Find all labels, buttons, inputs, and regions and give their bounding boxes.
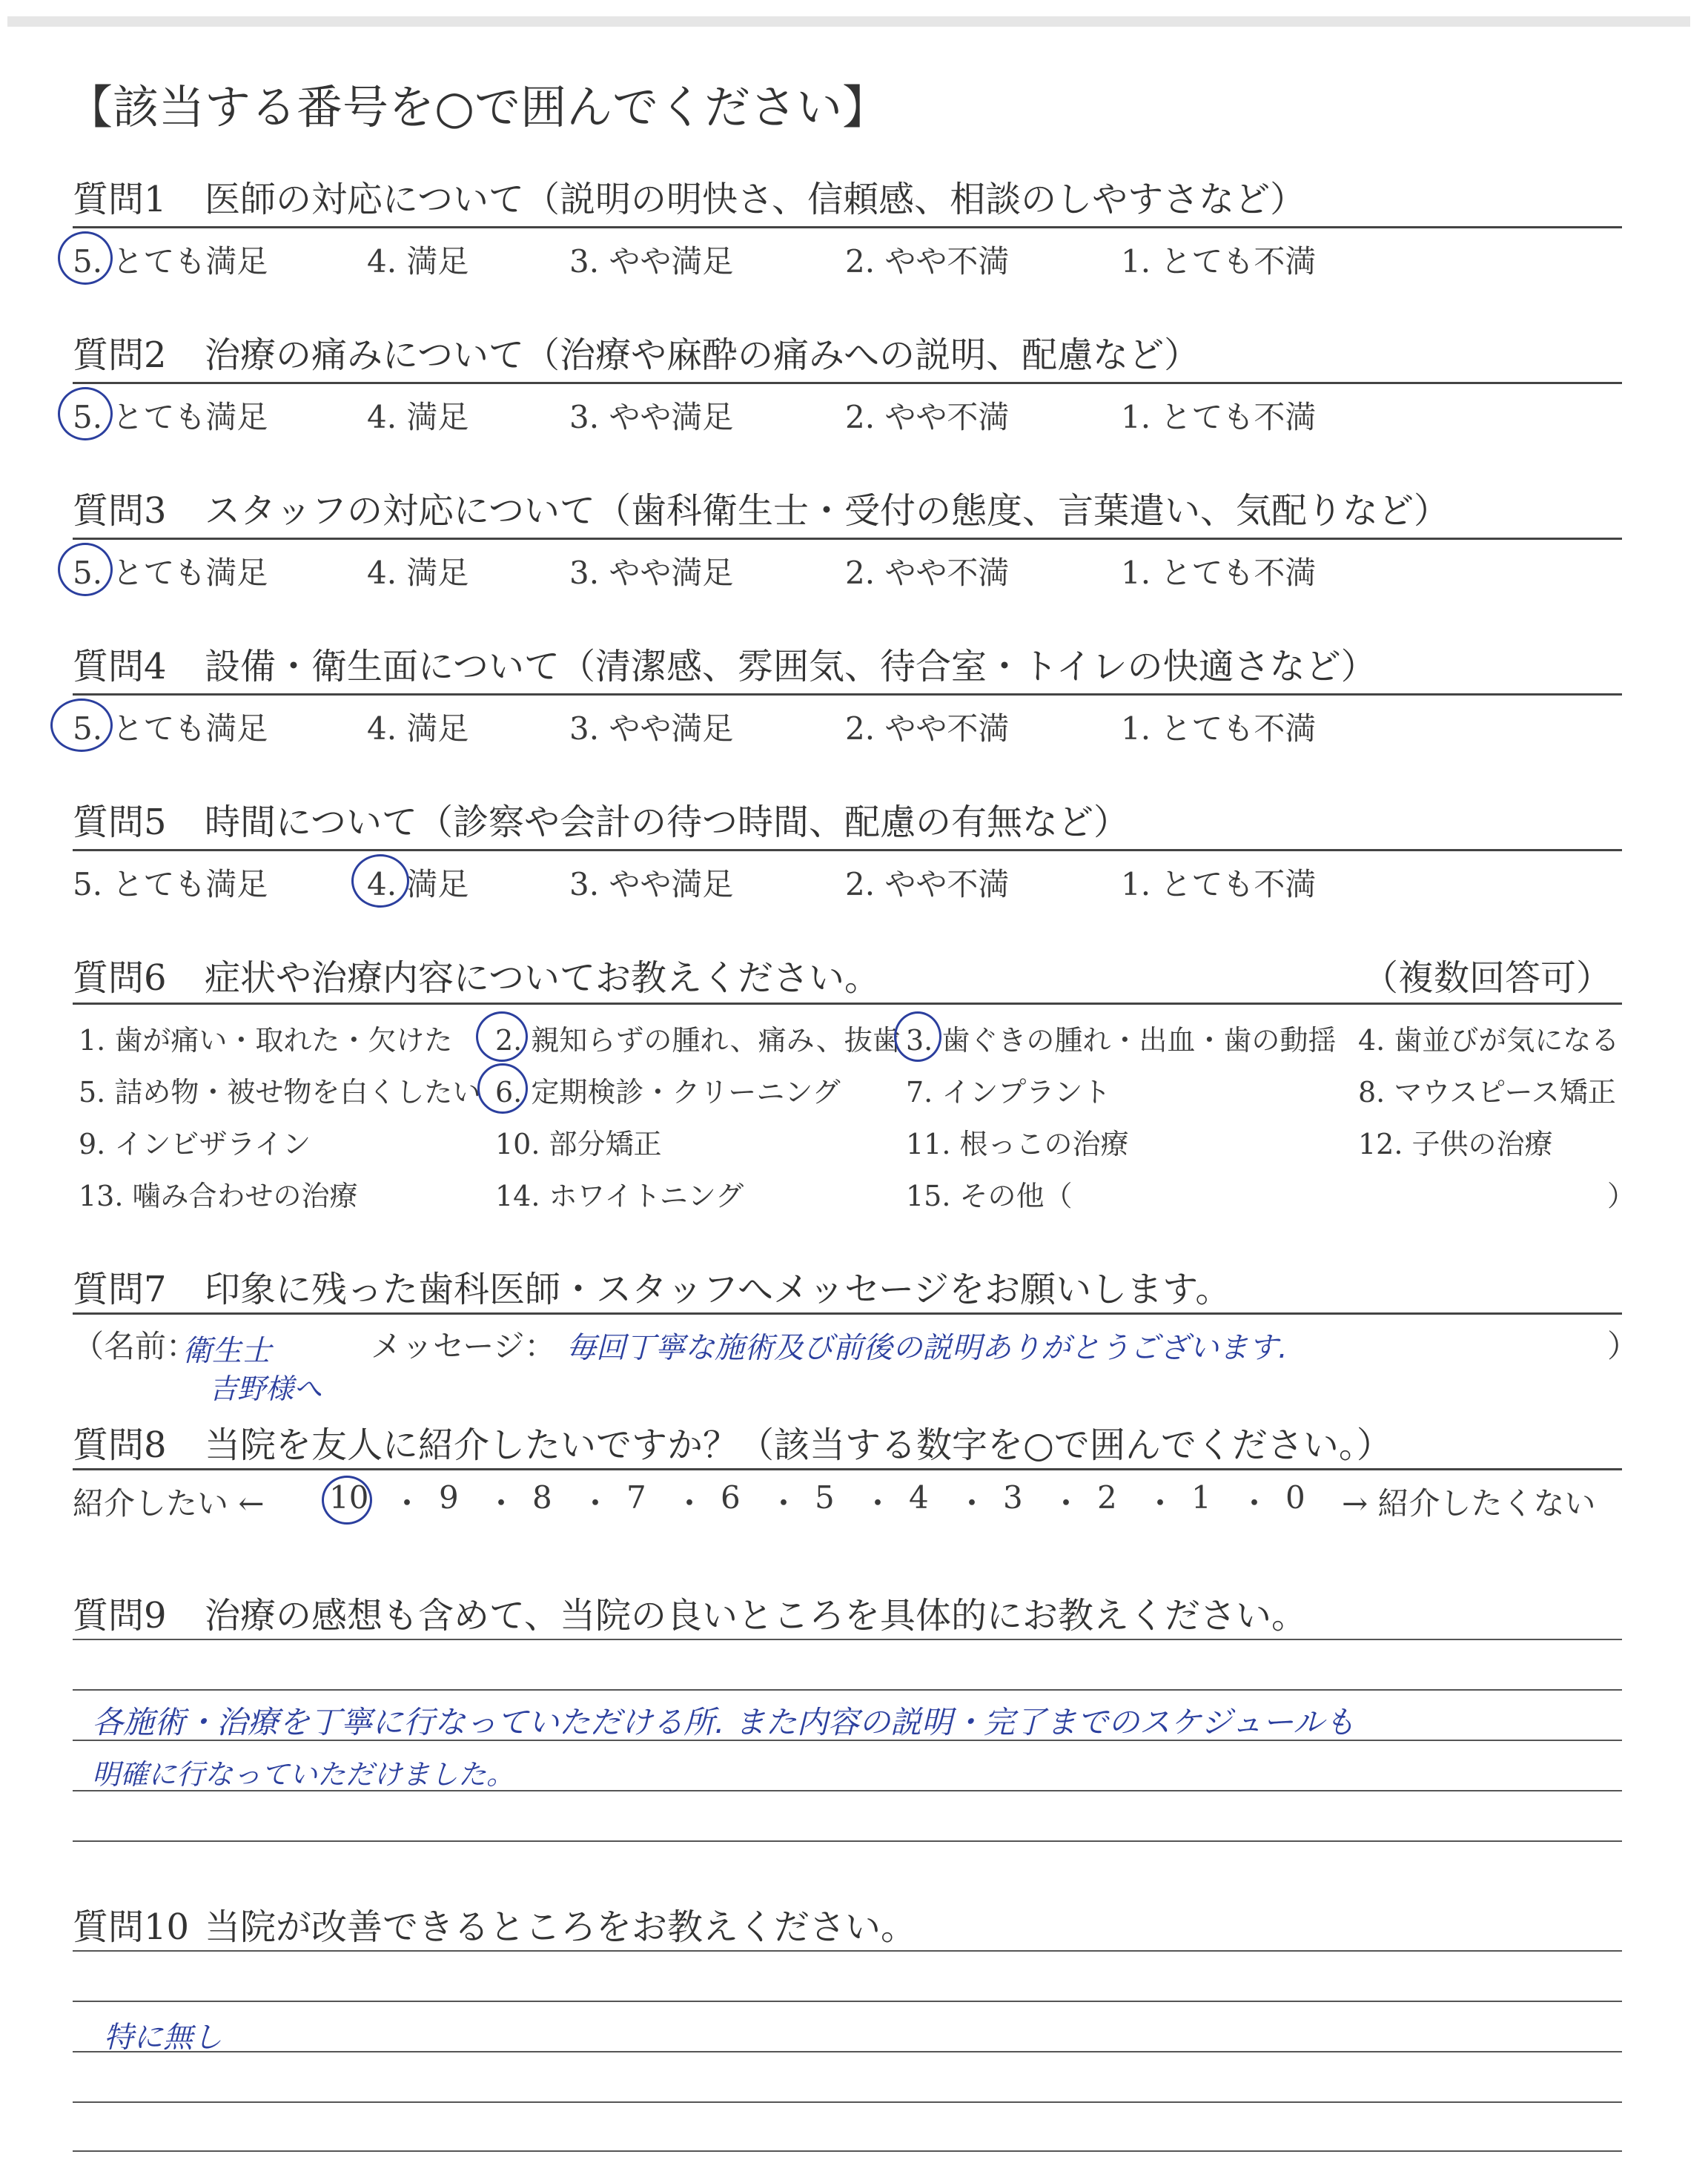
- q5-selection-circle: [351, 854, 409, 908]
- question-8: [73, 1416, 1392, 1467]
- question-3-text: スタッフの対応について（歯科衛生士・受付の態度、言葉遣い、気配りなど）: [205, 490, 1450, 532]
- question-6-note: （複数回答可）: [1363, 957, 1612, 999]
- q6-selection-circle-3: [894, 1011, 941, 1062]
- q6-option-9[interactable]: 9. インビザライン: [79, 1128, 311, 1160]
- q2-option-5[interactable]: 5. とても満足: [73, 399, 268, 435]
- q7-name-label: （名前：: [73, 1328, 198, 1364]
- question-6-text: 症状や治療内容についてお教えください。: [205, 957, 881, 999]
- question-5: [73, 793, 1129, 845]
- question-6-rule: [73, 1003, 1622, 1005]
- q10-handwriting-line-1[interactable]: 特に無し: [104, 2021, 222, 2055]
- q3-option-3[interactable]: 3. やや満足: [569, 555, 734, 591]
- q8-scale-0[interactable]: 0: [1285, 1479, 1305, 1516]
- q6-option-2[interactable]: 2. 親知らずの腫れ、痛み、抜歯: [495, 1024, 901, 1057]
- q7-name-handwriting-2[interactable]: 吉野様へ: [209, 1373, 322, 1405]
- q4-option-4[interactable]: 4. 満足: [367, 710, 469, 747]
- page-top-edge: [7, 16, 1690, 27]
- question-1-number: 質問1: [73, 179, 167, 220]
- q6-option-5[interactable]: 5. 詰め物・被せ物を白くしたい: [79, 1076, 481, 1109]
- q6-option-8[interactable]: 8. マウスピース矯正: [1358, 1076, 1616, 1109]
- question-9: [73, 1587, 1307, 1638]
- question-4-rule: [73, 693, 1622, 696]
- q8-sep: ・: [956, 1485, 988, 1522]
- q4-option-5[interactable]: 5. とても満足: [73, 710, 268, 747]
- question-9-text: 治療の感想も含めて、当院の良いところを具体的にお教えください。: [205, 1595, 1308, 1636]
- q8-scale-9[interactable]: 9: [439, 1479, 459, 1516]
- question-8-number: 質問8: [73, 1424, 167, 1466]
- q4-option-3[interactable]: 3. やや満足: [569, 710, 734, 747]
- question-5-number: 質問5: [73, 802, 167, 843]
- q2-option-4[interactable]: 4. 満足: [367, 399, 469, 435]
- question-2: [73, 326, 1199, 377]
- q8-sep: ・: [862, 1485, 894, 1522]
- q2-selection-circle: [58, 387, 113, 440]
- q8-right-label: → 紹介したくない: [1342, 1485, 1596, 1522]
- q10-line-2: [73, 2001, 1622, 2002]
- q8-sep: ・: [391, 1485, 423, 1522]
- q3-option-2[interactable]: 2. やや不満: [845, 555, 1010, 591]
- q6-option-6[interactable]: 6. 定期検診・クリーニング: [495, 1076, 841, 1109]
- q1-selection-circle: [58, 231, 113, 285]
- question-2-rule: [73, 382, 1622, 384]
- question-2-text: 治療の痛みについて（治療や麻酔の痛みへの説明、配慮など）: [205, 334, 1200, 376]
- q8-scale-6[interactable]: 6: [721, 1479, 741, 1516]
- q6-option-13[interactable]: 13. 噛み合わせの治療: [79, 1180, 358, 1212]
- question-10: [73, 1898, 916, 1949]
- q8-scale-4[interactable]: 4: [909, 1479, 929, 1516]
- question-10-number: 質問10: [73, 1906, 190, 1948]
- q5-option-5[interactable]: 5. とても満足: [73, 866, 268, 902]
- q3-option-4[interactable]: 4. 満足: [367, 555, 469, 591]
- q8-scale-7[interactable]: 7: [626, 1479, 646, 1516]
- q3-selection-circle: [58, 543, 113, 596]
- q8-scale-1[interactable]: 1: [1191, 1479, 1211, 1516]
- question-7-rule: [73, 1312, 1622, 1315]
- question-7-number: 質問7: [73, 1269, 167, 1310]
- q9-handwriting-line-1[interactable]: 各施術・治療を丁寧に行なっていただける所. また内容の説明・完了までのスケジュールも: [92, 1704, 1356, 1740]
- q9-line-2: [73, 1689, 1622, 1691]
- q5-option-3[interactable]: 3. やや満足: [569, 866, 734, 902]
- q1-option-1[interactable]: 1. とても不満: [1121, 243, 1317, 280]
- q5-option-4[interactable]: 4. 満足: [367, 866, 469, 902]
- q8-left-label: 紹介したい ←: [73, 1485, 265, 1522]
- q6-selection-circle-6: [477, 1063, 528, 1114]
- question-10-text: 当院が改善できるところをお教えください。: [205, 1906, 917, 1948]
- q8-scale-2[interactable]: 2: [1097, 1479, 1117, 1516]
- q6-option-1[interactable]: 1. 歯が痛い・取れた・欠けた: [79, 1024, 453, 1057]
- q6-option-3[interactable]: 3. 歯ぐきの腫れ・出血・歯の動揺: [906, 1024, 1337, 1057]
- q7-close-paren: ）: [1607, 1328, 1639, 1364]
- q9-handwriting-line-2[interactable]: 明確に行なっていただけました。: [92, 1758, 515, 1791]
- question-9-number: 質問9: [73, 1595, 167, 1636]
- q3-option-1[interactable]: 1. とても不満: [1121, 555, 1317, 591]
- question-4-number: 質問4: [73, 646, 167, 687]
- q10-line-4: [73, 2101, 1622, 2103]
- question-7-text: 印象に残った歯科医師・スタッフへメッセージをお願いします。: [205, 1269, 1231, 1310]
- q2-option-3[interactable]: 3. やや満足: [569, 399, 734, 435]
- q6-option-10[interactable]: 10. 部分矯正: [495, 1128, 662, 1160]
- question-4: [73, 638, 1377, 689]
- question-6: [73, 949, 880, 1000]
- q8-selection-circle: [322, 1476, 372, 1525]
- question-8-rule: [73, 1468, 1622, 1470]
- q8-sep: ・: [486, 1485, 517, 1522]
- q1-option-3[interactable]: 3. やや満足: [569, 243, 734, 280]
- question-1: [73, 171, 1305, 222]
- q7-message-handwriting[interactable]: 毎回丁寧な施術及び前後の説明ありがとうございます.: [566, 1331, 1288, 1365]
- q2-option-2[interactable]: 2. やや不満: [845, 399, 1010, 435]
- q7-name-handwriting-1[interactable]: 衛生士: [182, 1334, 271, 1368]
- q6-option-4[interactable]: 4. 歯並びが気になる: [1358, 1024, 1620, 1057]
- q1-option-4[interactable]: 4. 満足: [367, 243, 469, 280]
- q3-option-5[interactable]: 5. とても満足: [73, 555, 268, 591]
- page-title: 【該当する番号を○で囲んでください】: [67, 80, 889, 134]
- question-3: [73, 482, 1449, 533]
- q4-option-2[interactable]: 2. やや不満: [845, 710, 1010, 747]
- q8-sep: ・: [674, 1485, 706, 1522]
- q8-scale-5[interactable]: 5: [815, 1479, 835, 1516]
- q8-sep: ・: [580, 1485, 612, 1522]
- q10-line-1: [73, 1950, 1622, 1952]
- question-3-number: 質問3: [73, 490, 167, 532]
- q5-option-1[interactable]: 1. とても不満: [1121, 866, 1317, 902]
- q6-option-15[interactable]: 15. その他（: [906, 1180, 1073, 1212]
- q1-option-2[interactable]: 2. やや不満: [845, 243, 1010, 280]
- question-3-rule: [73, 538, 1622, 540]
- q9-line-5: [73, 1840, 1622, 1842]
- q6-selection-circle-2: [476, 1011, 528, 1062]
- q8-scale-8[interactable]: 8: [532, 1479, 552, 1516]
- q8-sep: ・: [1239, 1485, 1271, 1522]
- q6-option-11[interactable]: 11. 根っこの治療: [906, 1128, 1129, 1160]
- q8-sep: ・: [1050, 1485, 1082, 1522]
- q8-sep: ・: [1145, 1485, 1176, 1522]
- q8-scale-10[interactable]: 10: [329, 1479, 369, 1516]
- q8-scale-3[interactable]: 3: [1003, 1479, 1023, 1516]
- q9-line-1: [73, 1639, 1622, 1640]
- q1-option-5[interactable]: 5. とても満足: [73, 243, 268, 280]
- q6-option-7[interactable]: 7. インプラント: [906, 1076, 1111, 1109]
- question-1-text: 医師の対応について（説明の明快さ、信頼感、相談のしやすさなど）: [205, 179, 1306, 220]
- q8-sep: ・: [768, 1485, 800, 1522]
- question-1-rule: [73, 226, 1622, 228]
- q5-option-2[interactable]: 2. やや不満: [845, 866, 1010, 902]
- q6-option-14[interactable]: 14. ホワイトニング: [495, 1180, 744, 1212]
- q10-line-3: [73, 2051, 1622, 2052]
- question-5-text: 時間について（診察や会計の待つ時間、配慮の有無など）: [205, 802, 1130, 843]
- q6-option-12[interactable]: 12. 子供の治療: [1358, 1128, 1553, 1160]
- q7-message-label: メッセージ：: [371, 1328, 556, 1364]
- question-5-rule: [73, 849, 1622, 851]
- q10-line-5: [73, 2150, 1622, 2152]
- question-7: [73, 1261, 1231, 1312]
- question-2-number: 質問2: [73, 334, 167, 376]
- q6-option-15-close: ）: [1607, 1180, 1636, 1212]
- question-6-number: 質問6: [73, 957, 167, 999]
- q2-option-1[interactable]: 1. とても不満: [1121, 399, 1317, 435]
- q4-option-1[interactable]: 1. とても不満: [1121, 710, 1317, 747]
- q4-selection-circle: [50, 698, 113, 752]
- question-8-text: 当院を友人に紹介したいですか？（該当する数字を○で囲んでください。）: [205, 1424, 1392, 1466]
- question-4-text: 設備・衛生面について（清潔感、雰囲気、待合室・トイレの快適さなど）: [205, 646, 1377, 687]
